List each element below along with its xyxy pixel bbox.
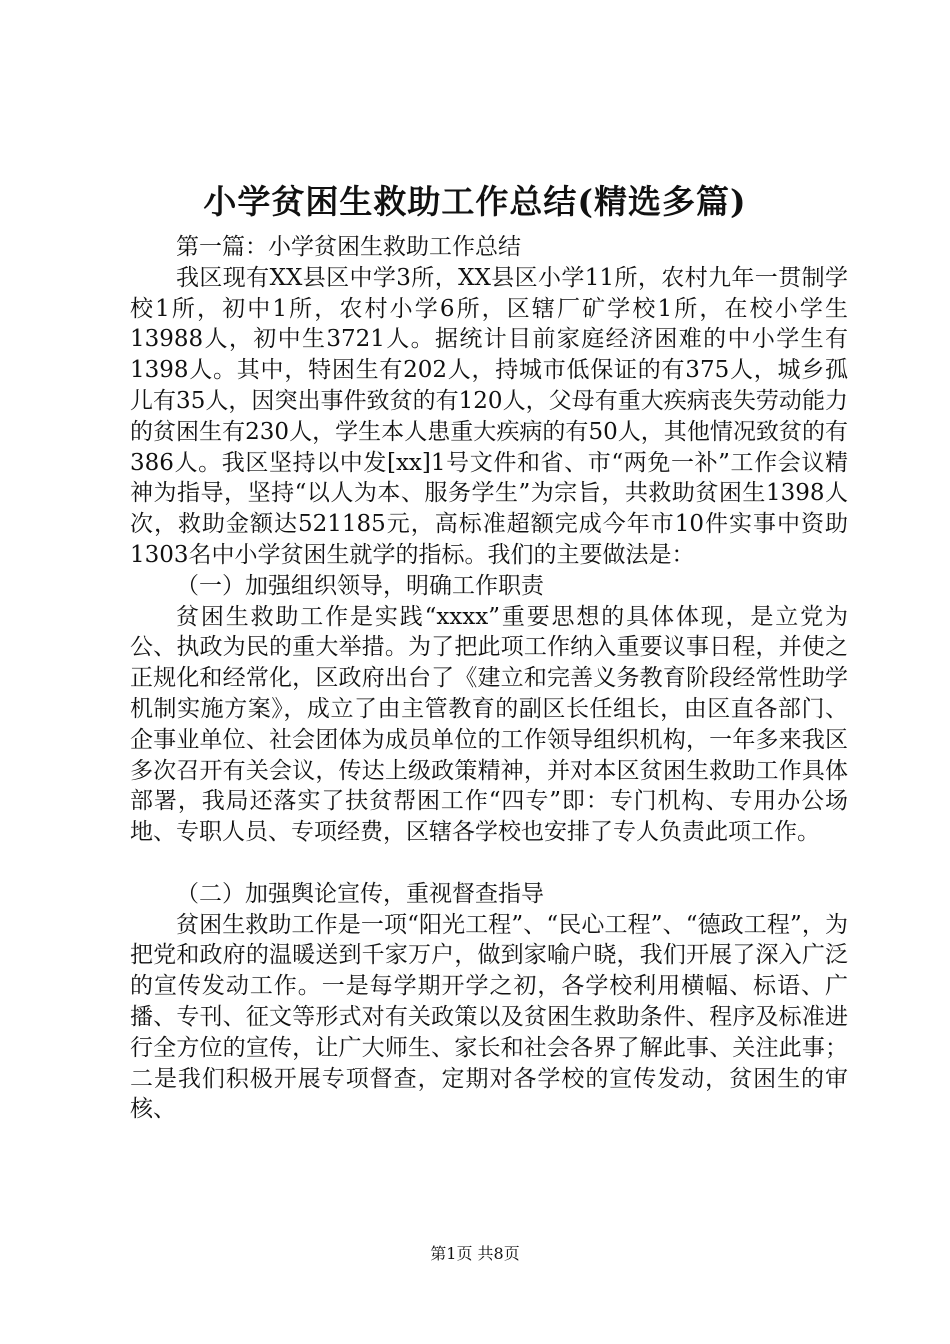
document-title: 小学贫困生救助工作总结(精选多篇): [203, 182, 747, 221]
body-paragraph: 我区现有XX县区中学3所，XX县区小学11所，农村九年一贯制学校1所，初中1所，农村小学6所，区辖厂矿学校1所，在校小学生13988人，初中生3721人。据统计目前家庭经济困难的中小学生有1398人。其中，特困生有202人，持城市低保证的有375人，城乡孤儿有35人，因突出事件致贫的有120人，父母有重大疾病丧失劳动能力的贫困生有230人，学生本人患重大疾病的有50人，其他情况致贫的有386人。我区坚持以中发[xx]1号文件和省、市“两免一补”工作会议精神为指导，坚持“以人为本、服务学生”为宗旨，共救助贫困生1398人次，救助金额达521185元，高标准超额完成今年市10件实事中资助1303名中小学贫困生就学的指标。我们的主要做法是：: [130, 264, 848, 568]
section-heading-part-one: 第一篇：小学贫困生救助工作总结: [176, 234, 521, 260]
subsection-heading: （一）加强组织领导，明确工作职责: [176, 572, 544, 599]
document-body: [130, 232, 848, 1125]
body-paragraph: 贫困生救助工作是一项“阳光工程”、“民心工程”、“德政工程”，为把党和政府的温暖送到千家万户，做到家喻户晓，我们开展了深入广泛的宣传发动工作。一是每学期开学之初，各学校利用横幅、标语、广播、专刊、征文等形式对有关政策以及贫困生救助条件、程序及标准进行全方位的宣传，让广大师生、家长和社会各界了解此事、关注此事；二是我们积极开展专项督查，定期对各学校的宣传发动，贫困生的审核、: [130, 911, 848, 1123]
subsection-heading: （二）加强舆论宣传，重视督查指导: [176, 880, 544, 907]
body-paragraph: 贫困生救助工作是实践“xxxx”重要思想的具体体现，是立党为公、执政为民的重大举措。为了把此项工作纳入重要议事日程，并使之正规化和经常化，区政府出台了《建立和完善义务教育阶段经常性助学机制实施方案》，成立了由主管教育的副区长任组长，由区直各部门、企事业单位、社会团体为成员单位的工作领导组织机构，一年多来我区多次召开有关会议，传达上级政策精神，并对本区贫困生救助工作具体部署，我局还落实了扶贫帮困工作“四专”即：专门机构、专用办公场地、专职人员、专项经费，区辖各学校也安排了专人负责此项工作。: [130, 603, 848, 846]
page-number-footer: 第1页 共8页: [430, 1244, 520, 1263]
